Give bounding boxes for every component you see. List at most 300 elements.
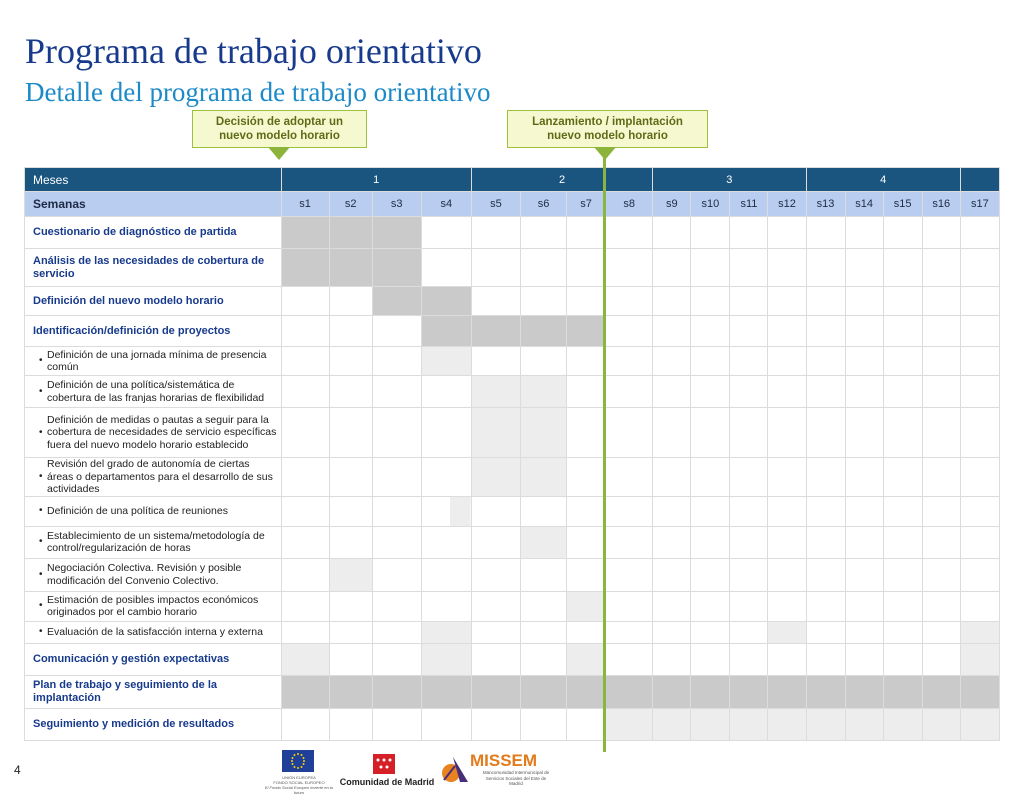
- eu-logo-text: [264, 775, 334, 795]
- empty-cell: [606, 316, 653, 347]
- empty-cell: [567, 526, 606, 558]
- weeks-label: Semanas: [25, 192, 282, 217]
- empty-cell: [768, 526, 806, 558]
- shaded-cell-light: [421, 621, 471, 643]
- empty-cell: [471, 217, 520, 249]
- missem-name: MISSEM: [470, 751, 538, 770]
- shaded-cell-dark: [421, 287, 471, 316]
- shaded-cell-dark: [471, 675, 520, 708]
- empty-cell: [960, 217, 999, 249]
- empty-cell: [883, 408, 922, 458]
- subtask-label: • Negociación Colectiva. Revisión y posible modificación del Convenio Colectivo.: [25, 558, 282, 591]
- callout-decision-line1: Decisión de adoptar un: [215, 116, 344, 128]
- empty-cell: [606, 287, 653, 316]
- empty-cell: [471, 287, 520, 316]
- empty-cell: [806, 376, 845, 408]
- empty-cell: [567, 347, 606, 376]
- empty-cell: [768, 591, 806, 621]
- empty-cell: [845, 643, 883, 675]
- shaded-cell-dark: [730, 675, 768, 708]
- empty-cell: [883, 376, 922, 408]
- week-cell: s10: [691, 192, 730, 217]
- month-cell: [960, 168, 999, 192]
- month-cell: 1: [281, 168, 471, 192]
- shaded-cell-light: [281, 643, 329, 675]
- subtask-label: • Definición de una política de reuniones: [25, 496, 282, 526]
- empty-cell: [845, 347, 883, 376]
- empty-cell: [845, 558, 883, 591]
- shaded-cell-light: [960, 621, 999, 643]
- shaded-cell-dark: [960, 675, 999, 708]
- empty-cell: [691, 347, 730, 376]
- shaded-cell-light: [520, 526, 566, 558]
- empty-cell: [606, 347, 653, 376]
- empty-cell: [421, 708, 471, 740]
- empty-cell: [845, 408, 883, 458]
- empty-cell: [768, 408, 806, 458]
- empty-cell: [567, 408, 606, 458]
- subtask-row: [25, 591, 1000, 621]
- empty-cell: [883, 249, 922, 287]
- empty-cell: [372, 347, 421, 376]
- empty-cell: [281, 708, 329, 740]
- subtask-row: [25, 347, 1000, 376]
- empty-cell: [567, 458, 606, 497]
- empty-cell: [281, 316, 329, 347]
- empty-cell: [421, 526, 471, 558]
- subtask-label: • Definición de una política/sistemática de cobertura de las franjas horarias de flexibilidad: [25, 376, 282, 408]
- subtask-row: [25, 458, 1000, 497]
- empty-cell: [883, 526, 922, 558]
- empty-cell: [653, 643, 691, 675]
- empty-cell: [520, 558, 566, 591]
- subtask-row: [25, 496, 1000, 526]
- empty-cell: [806, 316, 845, 347]
- shaded-cell-dark: [281, 675, 329, 708]
- empty-cell: [520, 249, 566, 287]
- week-cell: s1: [281, 192, 329, 217]
- empty-cell: [806, 526, 845, 558]
- empty-cell: [922, 316, 960, 347]
- empty-cell: [281, 287, 329, 316]
- empty-cell: [471, 643, 520, 675]
- task-label: Identificación/definición de proyectos: [25, 316, 282, 347]
- missem-description: Mancomunidad Intermunicipal de Servicios Sociales del Este de Madrid: [482, 770, 550, 786]
- week-cell: s7: [567, 192, 606, 217]
- shaded-cell-light: [329, 558, 372, 591]
- empty-cell: [281, 376, 329, 408]
- empty-cell: [691, 376, 730, 408]
- empty-cell: [691, 408, 730, 458]
- empty-cell: [520, 287, 566, 316]
- missem-symbol-icon: [440, 754, 470, 784]
- task-label: Plan de trabajo y seguimiento de la implantación: [25, 675, 282, 708]
- shaded-cell-light: [960, 708, 999, 740]
- shaded-cell-dark: [421, 316, 471, 347]
- shaded-cell-light: [606, 708, 653, 740]
- empty-cell: [653, 376, 691, 408]
- empty-cell: [730, 249, 768, 287]
- empty-cell: [606, 591, 653, 621]
- empty-cell: [691, 316, 730, 347]
- empty-cell: [691, 217, 730, 249]
- empty-cell: [372, 558, 421, 591]
- empty-cell: [806, 287, 845, 316]
- task-row: [25, 316, 1000, 347]
- shaded-cell-dark: [883, 675, 922, 708]
- empty-cell: [606, 408, 653, 458]
- empty-cell: [845, 621, 883, 643]
- callout-decision-arrow-icon: [268, 147, 290, 160]
- week-cell: s15: [883, 192, 922, 217]
- week-cell: s14: [845, 192, 883, 217]
- empty-cell: [845, 249, 883, 287]
- shaded-cell-dark: [653, 675, 691, 708]
- empty-cell: [806, 643, 845, 675]
- empty-cell: [691, 558, 730, 591]
- task-row: [25, 287, 1000, 316]
- empty-cell: [567, 217, 606, 249]
- months-label: Meses: [25, 168, 282, 192]
- empty-cell: [329, 347, 372, 376]
- empty-cell: [730, 526, 768, 558]
- empty-cell: [730, 558, 768, 591]
- empty-cell: [329, 591, 372, 621]
- empty-cell: [883, 316, 922, 347]
- empty-cell: [768, 287, 806, 316]
- empty-cell: [372, 496, 421, 526]
- empty-cell: [520, 496, 566, 526]
- eu-logo-line3: El Fondo Social Europeo invierte en tu futuro: [264, 785, 334, 795]
- empty-cell: [691, 458, 730, 497]
- month-cell: 2: [471, 168, 652, 192]
- empty-cell: [329, 708, 372, 740]
- empty-cell: [421, 408, 471, 458]
- empty-cell: [806, 621, 845, 643]
- empty-cell: [471, 621, 520, 643]
- empty-cell: [372, 708, 421, 740]
- comunidad-madrid-name: Comunidad de Madrid: [339, 777, 435, 787]
- empty-cell: [845, 591, 883, 621]
- empty-cell: [806, 591, 845, 621]
- empty-cell: [730, 316, 768, 347]
- empty-cell: [520, 708, 566, 740]
- slide-title: Programa de trabajo orientativo: [25, 31, 482, 71]
- empty-cell: [421, 558, 471, 591]
- empty-cell: [768, 217, 806, 249]
- empty-cell: [567, 496, 606, 526]
- empty-cell: [653, 287, 691, 316]
- empty-cell: [922, 347, 960, 376]
- week-cell: s11: [730, 192, 768, 217]
- shaded-cell-dark: [372, 249, 421, 287]
- gantt-body: [25, 168, 1000, 741]
- task-row: [25, 708, 1000, 740]
- shaded-cell-light: [883, 708, 922, 740]
- empty-cell: [768, 376, 806, 408]
- callout-launch-line1: Lanzamiento / implantación: [532, 116, 683, 128]
- empty-cell: [520, 621, 566, 643]
- week-cell: s8: [606, 192, 653, 217]
- empty-cell: [372, 621, 421, 643]
- shaded-cell-light: [960, 643, 999, 675]
- empty-cell: [883, 621, 922, 643]
- week-cell: s5: [471, 192, 520, 217]
- week-cell: s2: [329, 192, 372, 217]
- empty-cell: [372, 526, 421, 558]
- shaded-cell-light: [691, 708, 730, 740]
- empty-cell: [471, 496, 520, 526]
- empty-cell: [329, 643, 372, 675]
- empty-cell: [421, 376, 471, 408]
- empty-cell: [471, 708, 520, 740]
- gantt-table: [24, 167, 1000, 741]
- empty-cell: [329, 621, 372, 643]
- empty-cell: [806, 558, 845, 591]
- shaded-cell-light: [653, 708, 691, 740]
- week-cell: s4: [421, 192, 471, 217]
- empty-cell: [606, 621, 653, 643]
- empty-cell: [960, 347, 999, 376]
- shaded-cell-light: [768, 621, 806, 643]
- empty-cell: [691, 496, 730, 526]
- empty-cell: [653, 408, 691, 458]
- eu-flag-icon: [282, 750, 314, 772]
- shaded-cell-dark: [329, 217, 372, 249]
- empty-cell: [960, 458, 999, 497]
- week-cell: s16: [922, 192, 960, 217]
- shaded-cell-light: [922, 708, 960, 740]
- empty-cell: [960, 287, 999, 316]
- empty-cell: [806, 458, 845, 497]
- task-label: Cuestionario de diagnóstico de partida: [25, 217, 282, 249]
- empty-cell: [845, 496, 883, 526]
- subtask-label: • Revisión del grado de autonomía de ciertas áreas o departamentos para el desarrollo de sus actividades: [25, 458, 282, 497]
- empty-cell: [730, 217, 768, 249]
- empty-cell: [806, 496, 845, 526]
- empty-cell: [281, 526, 329, 558]
- empty-cell: [281, 347, 329, 376]
- empty-cell: [960, 558, 999, 591]
- shaded-cell-light: [520, 458, 566, 497]
- empty-cell: [922, 376, 960, 408]
- empty-cell: [520, 643, 566, 675]
- milestone-line: [603, 158, 606, 752]
- empty-cell: [922, 643, 960, 675]
- task-label: Definición del nuevo modelo horario: [25, 287, 282, 316]
- empty-cell: [883, 496, 922, 526]
- empty-cell: [730, 643, 768, 675]
- shaded-cell-dark: [845, 675, 883, 708]
- shaded-cell-dark: [567, 675, 606, 708]
- empty-cell: [730, 591, 768, 621]
- task-label: Comunicación y gestión expectativas: [25, 643, 282, 675]
- shaded-cell-dark: [691, 675, 730, 708]
- empty-cell: [567, 287, 606, 316]
- empty-cell: [883, 591, 922, 621]
- week-cell: s6: [520, 192, 566, 217]
- empty-cell: [960, 376, 999, 408]
- empty-cell: [806, 408, 845, 458]
- task-label: Seguimiento y medición de resultados: [25, 708, 282, 740]
- empty-cell: [845, 287, 883, 316]
- month-cell: 4: [806, 168, 960, 192]
- shaded-cell-dark: [281, 249, 329, 287]
- month-cell: 3: [653, 168, 806, 192]
- subtask-label: • Definición de una jornada mínima de presencia común: [25, 347, 282, 376]
- shaded-cell-light: [768, 708, 806, 740]
- empty-cell: [471, 347, 520, 376]
- empty-cell: [653, 217, 691, 249]
- empty-cell: [845, 376, 883, 408]
- empty-cell: [922, 591, 960, 621]
- empty-cell: [653, 347, 691, 376]
- shaded-cell-light: [806, 708, 845, 740]
- empty-cell: [691, 249, 730, 287]
- shaded-cell-dark: [421, 675, 471, 708]
- empty-cell: [691, 643, 730, 675]
- empty-cell: [960, 496, 999, 526]
- empty-cell: [520, 591, 566, 621]
- months-header-row: [25, 168, 1000, 192]
- eu-logo: [264, 748, 334, 795]
- empty-cell: [471, 249, 520, 287]
- empty-cell: [520, 217, 566, 249]
- empty-cell: [372, 643, 421, 675]
- empty-cell: [960, 408, 999, 458]
- task-row: [25, 217, 1000, 249]
- empty-cell: [281, 591, 329, 621]
- comunidad-madrid-flag-icon: [373, 754, 395, 774]
- shaded-cell-dark: [372, 675, 421, 708]
- empty-cell: [922, 408, 960, 458]
- page-number: 4: [14, 763, 21, 777]
- week-cell: s13: [806, 192, 845, 217]
- shaded-cell-light: [471, 408, 520, 458]
- empty-cell: [653, 558, 691, 591]
- empty-cell: [653, 249, 691, 287]
- shaded-cell-dark: [372, 217, 421, 249]
- empty-cell: [471, 558, 520, 591]
- empty-cell: [691, 591, 730, 621]
- empty-cell: [730, 458, 768, 497]
- empty-cell: [329, 287, 372, 316]
- empty-cell: [372, 408, 421, 458]
- shaded-cell-light: [845, 708, 883, 740]
- empty-cell: [281, 408, 329, 458]
- shaded-cell-dark: [329, 675, 372, 708]
- empty-cell: [281, 558, 329, 591]
- empty-cell: [730, 376, 768, 408]
- shaded-cell-dark: [567, 316, 606, 347]
- empty-cell: [922, 526, 960, 558]
- task-row: [25, 249, 1000, 287]
- empty-cell: [653, 526, 691, 558]
- empty-cell: [883, 217, 922, 249]
- empty-cell: [730, 347, 768, 376]
- empty-cell: [768, 558, 806, 591]
- subtask-row: [25, 558, 1000, 591]
- callout-decision: [192, 110, 367, 148]
- empty-cell: [845, 316, 883, 347]
- shaded-cell-dark: [520, 316, 566, 347]
- empty-cell: [768, 458, 806, 497]
- callout-decision-line2: nuevo modelo horario: [219, 130, 340, 142]
- empty-cell: [922, 217, 960, 249]
- empty-cell: [922, 621, 960, 643]
- empty-cell: [372, 591, 421, 621]
- weeks-header-row: [25, 192, 1000, 217]
- shaded-cell-dark: [922, 675, 960, 708]
- empty-cell: [806, 347, 845, 376]
- empty-cell: [329, 496, 372, 526]
- empty-cell: [883, 347, 922, 376]
- empty-cell: [520, 347, 566, 376]
- week-cell: s17: [960, 192, 999, 217]
- shaded-cell-dark: [372, 287, 421, 316]
- task-row: [25, 643, 1000, 675]
- empty-cell: [922, 287, 960, 316]
- empty-cell: [922, 558, 960, 591]
- empty-cell: [606, 249, 653, 287]
- eu-logo-line2: FONDO SOCIAL EUROPEO: [273, 780, 325, 785]
- empty-cell: [845, 217, 883, 249]
- empty-cell: [960, 249, 999, 287]
- empty-cell: [567, 376, 606, 408]
- empty-cell: [922, 496, 960, 526]
- shaded-cell-dark: [329, 249, 372, 287]
- empty-cell: [421, 591, 471, 621]
- empty-cell: [329, 408, 372, 458]
- shaded-cell-dark: [606, 675, 653, 708]
- empty-cell: [606, 496, 653, 526]
- missem-logo: [440, 751, 550, 791]
- week-cell: s3: [372, 192, 421, 217]
- subtask-row: [25, 526, 1000, 558]
- empty-cell: [372, 376, 421, 408]
- empty-cell: [768, 347, 806, 376]
- empty-cell: [653, 591, 691, 621]
- shaded-cell-light: [520, 408, 566, 458]
- subtask-label: • Evaluación de la satisfacción interna y externa: [25, 621, 282, 643]
- subtask-row: [25, 621, 1000, 643]
- empty-cell: [281, 458, 329, 497]
- empty-cell: [567, 708, 606, 740]
- comunidad-madrid-logo: [337, 752, 437, 790]
- callout-launch: [507, 110, 708, 148]
- empty-cell: [730, 496, 768, 526]
- empty-cell: [691, 621, 730, 643]
- subtask-label: • Definición de medidas o pautas a seguir para la cobertura de necesidades de servicio específicas fuera del nuevo modelo horario establecido: [25, 408, 282, 458]
- week-cell: s12: [768, 192, 806, 217]
- eu-logo-line1: UNIÓN EUROPEA: [282, 775, 316, 780]
- empty-cell: [471, 526, 520, 558]
- empty-cell: [567, 621, 606, 643]
- empty-cell: [883, 558, 922, 591]
- shaded-cell-half: [421, 496, 471, 526]
- empty-cell: [653, 621, 691, 643]
- task-row: [25, 675, 1000, 708]
- empty-cell: [653, 458, 691, 497]
- subtask-row: [25, 376, 1000, 408]
- empty-cell: [960, 591, 999, 621]
- empty-cell: [329, 376, 372, 408]
- slide-subtitle: Detalle del programa de trabajo orientativo: [25, 77, 491, 107]
- empty-cell: [922, 249, 960, 287]
- empty-cell: [730, 287, 768, 316]
- shaded-cell-dark: [471, 316, 520, 347]
- empty-cell: [691, 287, 730, 316]
